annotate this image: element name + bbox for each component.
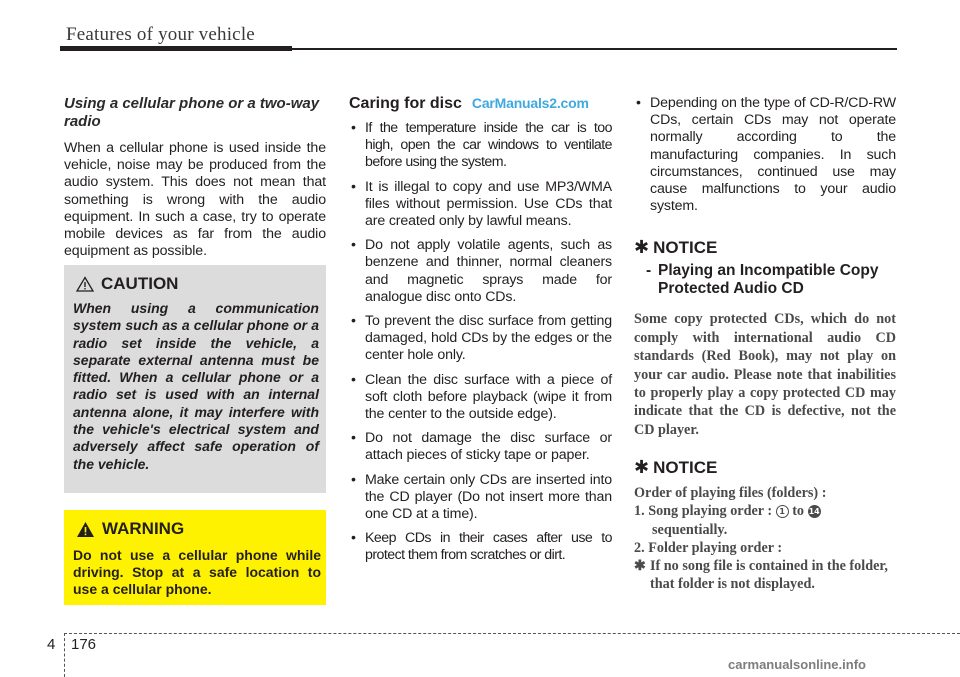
caution-triangle-icon <box>76 276 94 292</box>
notice-star-icon: ✱ <box>634 237 650 258</box>
list-item: • It is illegal to copy and use MP3/WMA files without permission. Use CDs that are created only by lawful means. <box>351 178 612 230</box>
caution-box <box>64 265 326 493</box>
folder-playing-order: 2. Folder playing order : <box>634 539 783 556</box>
list-item: • Do not damage the disc surface or attach pieces of sticky tape or paper. <box>351 430 612 464</box>
notice-playing-order <box>634 457 896 593</box>
cellular-phone-paragraph: When a cellular phone is used inside the vehicle, noise may be produced from the audio system. This does not mean that something is wrong with the audio equipment. In such a case, try to operate mobile devices as far from the audio equipment as possible. <box>64 140 326 260</box>
notice-heading <box>634 237 896 258</box>
caring-for-disc-title <box>349 95 612 113</box>
warning-box <box>64 510 326 605</box>
circled-number-end-icon: 14 <box>808 507 820 517</box>
list-item: • If the temperature inside the car is too high, open the car windows to ventilate before using the system. <box>351 120 612 171</box>
notice-heading <box>634 457 896 478</box>
warning-heading <box>76 519 184 539</box>
notice-label: NOTICE <box>653 237 718 257</box>
circled-number-start-icon: 1 <box>776 505 789 518</box>
header-rule-thick <box>60 46 292 51</box>
list-item: • Do not apply volatile agents, such as benzene and thinner, normal cleaners and magnetic sprays made for analogue disc onto CDs. <box>351 237 612 305</box>
song-playing-order-suffix: sequentially. <box>652 521 728 538</box>
notice-label: NOTICE <box>653 457 718 477</box>
watermark-text: CarManuals2.com <box>471 95 589 111</box>
warning-text: Do not use a cellular phone while driving. Stop at a safe location to use a cellular phone. <box>73 547 321 598</box>
footer-divider <box>64 633 65 677</box>
notice-star-icon: ✱ <box>634 457 650 478</box>
column-right <box>634 95 896 593</box>
cd-type-list <box>634 95 896 215</box>
chapter-number: 4 <box>47 636 56 653</box>
caring-for-disc-heading: Caring for disc <box>349 95 462 112</box>
folder-note: ✱ If no song file is contained in the folder, that folder is not displayed. <box>634 558 888 593</box>
caution-heading <box>76 274 178 294</box>
footer-rule <box>64 633 960 634</box>
notice-copy-protected-text: Some copy protected CDs, which do not comply with international audio CD standards (Red Book), may not play on your car audio. Please note that inabilities to properly play a copy protected CD may indicate that the CD is defective, not the CD player. <box>634 311 896 438</box>
caution-label: CAUTION <box>101 274 179 293</box>
list-item: • To prevent the disc surface from getting damaged, hold CDs by the edges or the center hole only. <box>351 313 612 364</box>
column-middle <box>349 95 612 572</box>
list-item: • Keep CDs in their cases after use to protect them from scratches or dirt. <box>351 530 612 564</box>
list-item: • Clean the disc surface with a piece of soft cloth before playback (wipe it from the center to the outside edge). <box>351 371 612 423</box>
header-rule-thin <box>292 48 897 50</box>
list-item: • Depending on the type of CD-R/CD-RW CDs, certain CDs may not operate normally according to the manufacturing companies. In such circumstances, continued use may cause malfunctions to your audio system. <box>636 95 896 215</box>
caution-text: When using a communication system such as a cellular phone or a radio set inside the vehicle, a separate external antenna must be fitted. When a cellular phone or a radio set is used with an internal antenna alone, it may interfere with the vehicle's electrical system and adversely affect safe operation of the vehicle. <box>73 300 319 472</box>
notice-subtitle: - Playing an Incompatible Copy Protected Audio CD <box>646 262 879 298</box>
note-star-icon: ✱ <box>634 558 646 575</box>
warning-triangle-icon <box>76 521 95 538</box>
column-left <box>64 95 326 260</box>
notice-copy-protected <box>634 237 896 439</box>
disc-care-list <box>349 120 612 565</box>
cellular-phone-subtitle: Using a cellular phone or a two-way radio <box>64 95 320 130</box>
footer-watermark: carmanualsonline.info <box>728 657 866 672</box>
playing-order-heading: Order of playing files (folders) : <box>634 485 827 502</box>
warning-label: WARNING <box>102 519 185 538</box>
song-playing-order: 1. Song playing order : 1 to 14 <box>634 503 820 520</box>
list-item: • Make certain only CDs are inserted into the CD player (Do not insert more than one CD at a time). <box>351 471 612 523</box>
page-number: 176 <box>71 636 97 653</box>
page-header-title: Features of your vehicle <box>66 24 255 45</box>
